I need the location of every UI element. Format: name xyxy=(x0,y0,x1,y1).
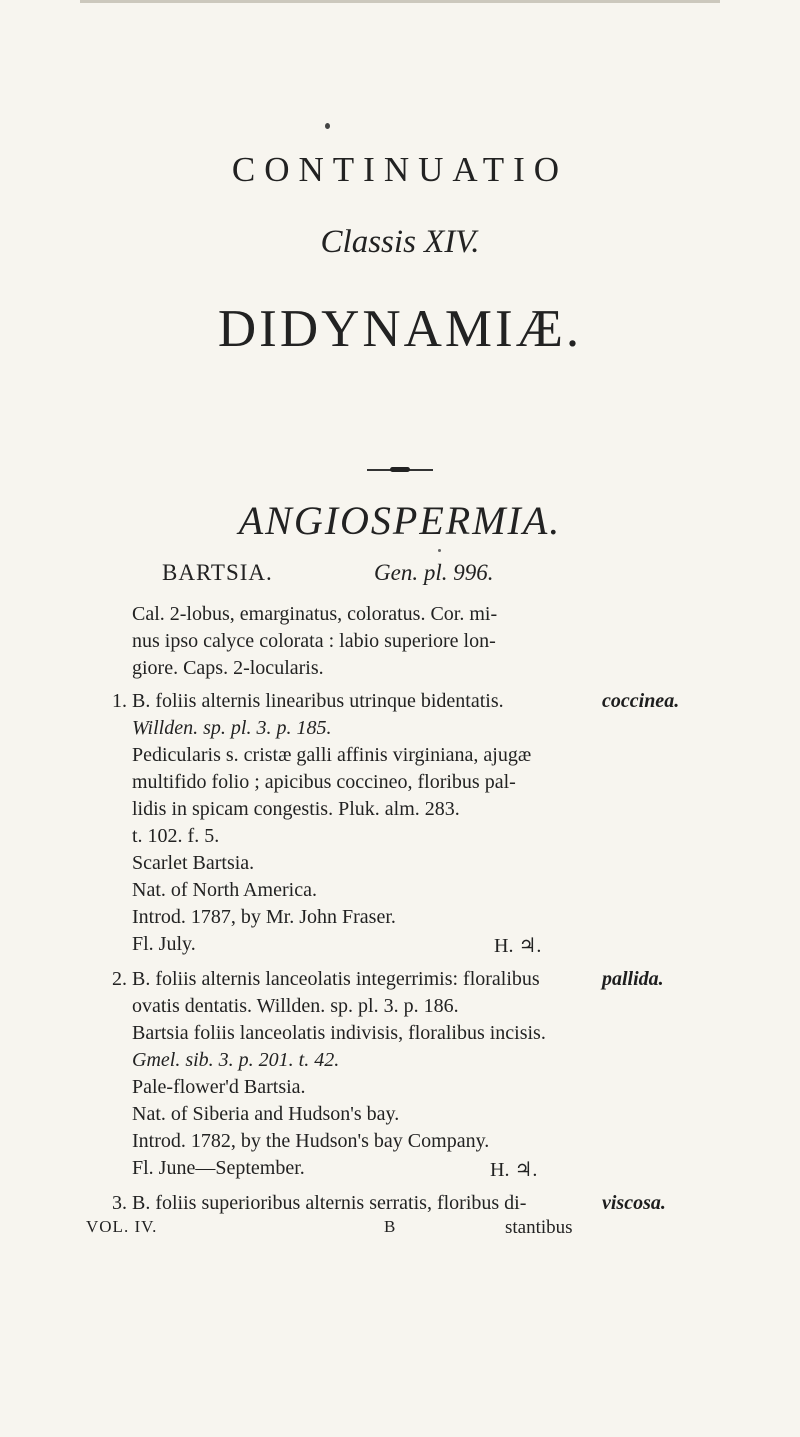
species-line: Gmel. sib. 3. p. 201. t. 42. xyxy=(132,1049,340,1071)
species-flowering: Fl. June—September. xyxy=(132,1157,305,1179)
species-common-name: Pale-flower'd Bartsia. xyxy=(132,1076,306,1098)
species-epithet: viscosa. xyxy=(602,1192,666,1214)
species-epithet: pallida. xyxy=(602,968,664,990)
species-common-name: Scarlet Bartsia. xyxy=(132,852,255,874)
species-line: Bartsia foliis lanceolatis indivisis, floralibus incisis. xyxy=(132,1022,546,1044)
genus-description-line: giore. Caps. 2-locularis. xyxy=(132,657,324,679)
species-line: t. 102. f. 5. xyxy=(132,825,220,847)
ink-dot xyxy=(438,549,441,552)
suborder-heading: ANGIOSPERMIA. xyxy=(238,498,562,543)
species-line: 3. B. foliis superioribus alternis serratis, floribus di- xyxy=(112,1192,527,1214)
species-line: 1. B. foliis alternis linearibus utrinque bidentatis. xyxy=(112,690,504,712)
page-edge-line xyxy=(80,0,720,3)
species-line: lidis in spicam congestis. Pluk. alm. 283. xyxy=(132,798,460,820)
continuatio-heading: CONTINUATIO xyxy=(231,150,569,189)
classis-heading: Classis XIV. xyxy=(320,224,480,260)
species-introduced: Introd. 1782, by the Hudson's bay Company. xyxy=(132,1130,490,1152)
species-habit: H. ♃. xyxy=(494,935,542,957)
signature-mark: B xyxy=(384,1217,396,1236)
order-heading: DIDYNAMIÆ. xyxy=(217,300,583,358)
genus-reference: Gen. pl. 996. xyxy=(374,560,494,585)
rule-ornament xyxy=(390,467,410,472)
genus-description-line: nus ipso calyce colorata : labio superiore lon- xyxy=(132,630,496,652)
volume-number: VOL. IV. xyxy=(86,1217,158,1236)
ink-dot xyxy=(325,123,330,129)
catchword: stantibus xyxy=(505,1217,573,1238)
genus-name: BARTSIA. xyxy=(162,560,273,585)
species-native: Nat. of Siberia and Hudson's bay. xyxy=(132,1103,400,1125)
species-native: Nat. of North America. xyxy=(132,879,317,901)
species-line: Pedicularis s. cristæ galli affinis virginiana, ajugæ xyxy=(132,744,532,766)
species-line: 2. B. foliis alternis lanceolatis integerrimis: floralibus xyxy=(112,968,540,990)
species-habit: H. ♃. xyxy=(490,1159,538,1181)
species-epithet: coccinea. xyxy=(602,690,680,712)
genus-description-line: Cal. 2-lobus, emarginatus, coloratus. Cor. mi- xyxy=(132,603,498,625)
species-line: ovatis dentatis. Willden. sp. pl. 3. p. 186. xyxy=(132,995,459,1017)
species-flowering: Fl. July. xyxy=(132,933,196,955)
species-line: multifido folio ; apicibus coccineo, floribus pal- xyxy=(132,771,516,793)
species-introduced: Introd. 1787, by Mr. John Fraser. xyxy=(132,906,396,928)
species-line: Willden. sp. pl. 3. p. 185. xyxy=(132,717,332,739)
